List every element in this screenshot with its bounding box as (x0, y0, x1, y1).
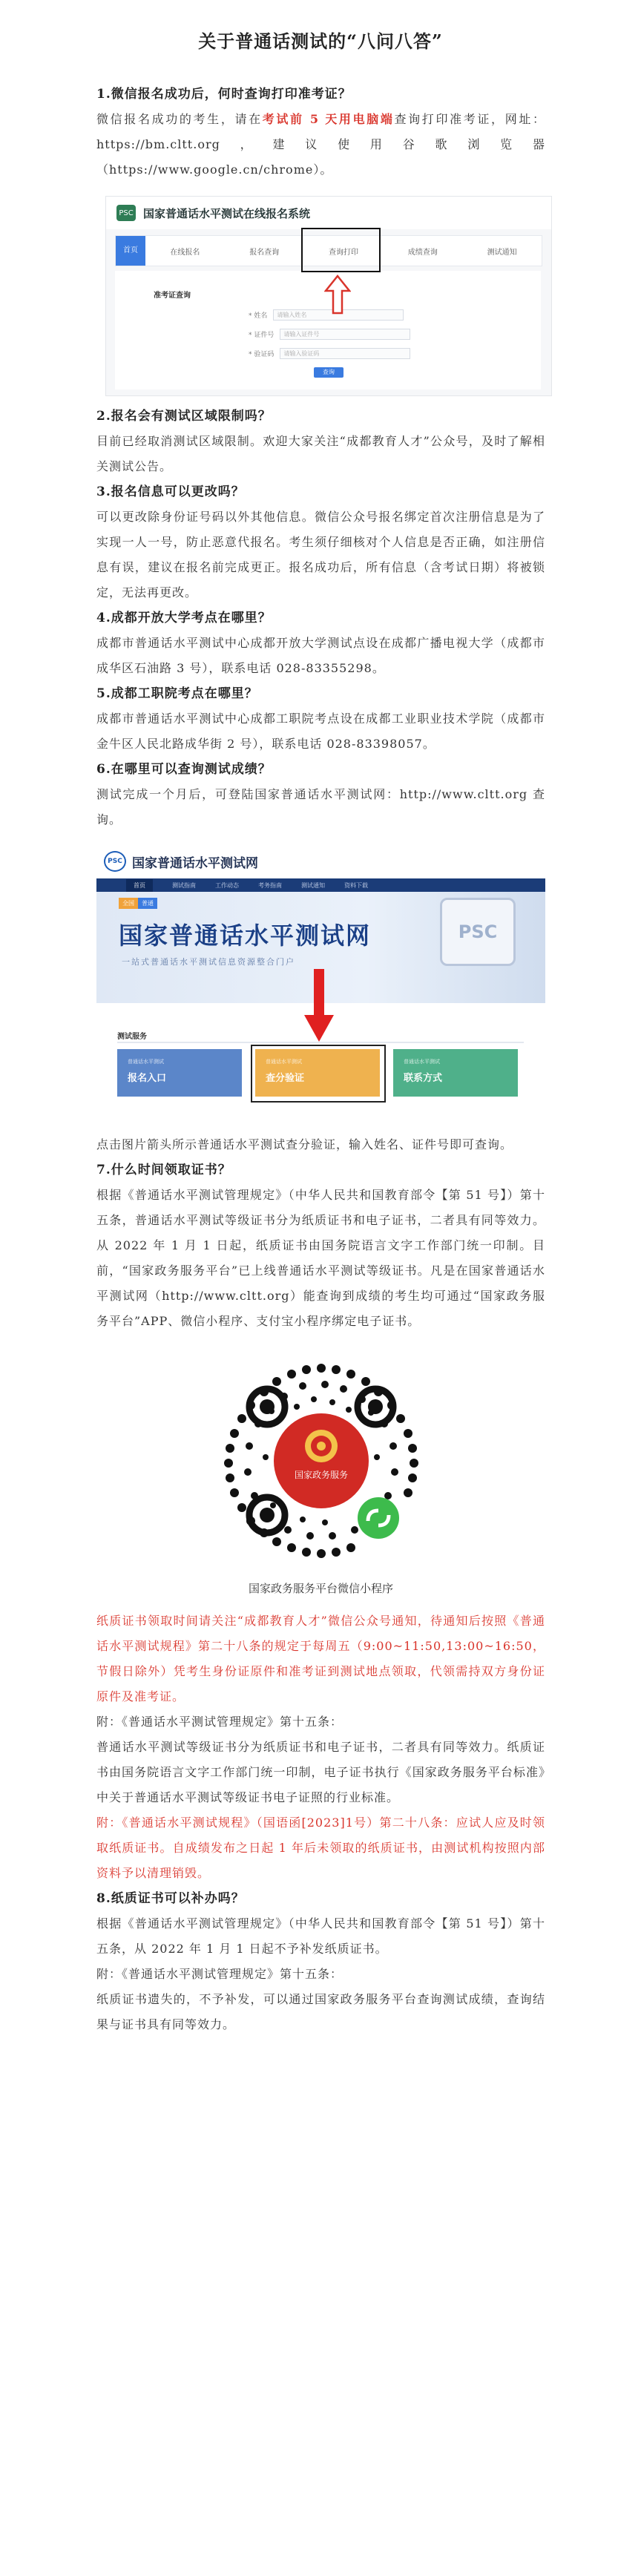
nav-item-print: 查询打印 (328, 248, 358, 257)
question-1: 1.微信报名成功后，何时查询打印准考证？ (96, 87, 352, 102)
field-label: * 验证码 (249, 351, 275, 358)
article-content (96, 82, 545, 2037)
field-row (249, 329, 410, 340)
banner-badges (119, 898, 157, 909)
question-5: 5.成都工职院考点在哪里？ (96, 686, 258, 701)
portal-nav (96, 878, 545, 892)
cltt-portal-screenshot (96, 844, 545, 1126)
question-8: 8.纸质证书可以补办吗？ (96, 1891, 245, 1906)
answer-6: 测试完成一个月后，可登陆国家普通话水平测试网：http://www.cltt.org 查询。 (96, 787, 545, 827)
query-button: 查询 (314, 367, 343, 378)
portal-nav-item: 考务指南 (258, 881, 282, 889)
note1-title: 附：《普通话水平测试管理规定》第十五条： (96, 1715, 343, 1729)
qr-caption: 国家政务服务平台微信小程序 (248, 1582, 393, 1595)
note1-body: 普通话水平测试等级证书分为纸质证书和电子证书，二者具有同等效力。纸质证书由国务院语言文字工作部门统一印制，电子证书执行《国家政务服务平台标准》中关于普通话水平测试等级证书电子证照的行业标准。 (96, 1740, 545, 1804)
portal-title: 国家普通话水平测试网 (132, 855, 258, 871)
badge: 普通 (138, 898, 157, 909)
portal-nav-item: 工作动态 (215, 881, 239, 889)
answer-1-post: 查询打印准考证，网址：https://bm.cltt.org，建议使用谷歌浏览器（https://www.google.cn/chrome）。 (96, 112, 545, 177)
badge: 全国 (119, 898, 138, 909)
portal-nav-item: 资料下载 (344, 881, 368, 889)
highlight-box (301, 228, 381, 272)
qr-code-icon (214, 1353, 429, 1568)
nav-home: 首页 (116, 236, 145, 266)
answer-2: 目前已经取消测试区域限制。欢迎大家关注“成都教育人才”公众号，及时了解相关测试公告。 (96, 434, 545, 473)
service-card-contact (393, 1049, 518, 1097)
screenshot1-header (106, 197, 551, 229)
answer-6-after: 点击图片箭头所示普通话水平测试查分验证，输入姓名、证件号即可查询。 (96, 1137, 513, 1151)
card-title: 查分验证 (266, 1073, 305, 1084)
field-label: * 证件号 (249, 332, 275, 339)
card-title: 联系方式 (404, 1073, 443, 1084)
service-section-title: 测试服务 (117, 1033, 147, 1041)
field-row (249, 348, 410, 359)
card-title: 报名入口 (128, 1073, 167, 1084)
article-title: 关于普通话测试的“八问八答” (198, 30, 443, 52)
field-box: 请输入证件号 (280, 329, 410, 340)
card-sub: 普通话水平测试 (128, 1059, 164, 1065)
banner-subtitle: 一站式普通话水平测试信息资源整合门户 (122, 957, 295, 967)
field-box: 请输入验证码 (280, 348, 410, 359)
banner-title: 国家普通话水平测试网 (119, 921, 372, 950)
system-title: 国家普通话水平测试在线报名系统 (143, 206, 311, 220)
question-6: 6.在哪里可以查询测试成绩？ (96, 762, 272, 777)
portal-header (96, 844, 545, 878)
question-2: 2.报名会有测试区域限制吗？ (96, 409, 272, 424)
portal-nav-item: 测试指南 (172, 881, 196, 889)
psc-emblem-icon: PSC (440, 898, 516, 966)
qr-code (214, 1353, 429, 1568)
portal-logo-icon: PSC (104, 851, 126, 872)
red-notice: 纸质证书领取时间请关注“成都教育人才”微信公众号通知，待通知后按照《普通话水平测试规程》第二十八条的规定于每周五（9:00~11:50,13:00~16:50，节假日除外）凭考生身份证原件和准考证到测试地点领取，代领需持双方身份证原件及准考证。 (96, 1614, 545, 1703)
up-arrow-icon (324, 275, 351, 315)
question-3: 3.报名信息可以更改吗？ (96, 484, 245, 499)
qr-center-label: 国家政务服务 (294, 1470, 348, 1480)
answer-5: 成都市普通话水平测试中心成都工职院考点设在成都工业职业技术学院（成都市金牛区人民北路成华街 2 号），联系电话 028-83398057。 (96, 712, 545, 751)
registration-system-screenshot (105, 196, 552, 396)
answer-3: 可以更改除身份证号码以外其他信息。微信公众号报名绑定首次注册信息是为了实现一人一号，防止恶意代报名。考生须仔细核对个人信息是否正确，如注册信息有误，建议在报名前完成更正。报名成功后，所有信息（含考试日期）将被锁定，无法再更改。 (96, 510, 545, 599)
question-4: 4.成都开放大学考点在哪里？ (96, 611, 272, 625)
nav-item: 在线报名 (170, 248, 200, 257)
answer-1-highlight: 考试前 5 天用电脑端 (262, 112, 395, 126)
card-sub: 普通话水平测试 (266, 1059, 302, 1065)
down-arrow-icon (304, 969, 334, 1043)
note2: 附：《普通话水平测试规程》（国语函[2023]1号）第二十八条：应试人应及时领取纸质证书。自成绩发布之日起 1 年后未领取的纸质证书，由测试机构按照内部资料予以清理销毁。 (96, 1816, 545, 1880)
nav-item: 报名查询 (249, 248, 280, 257)
answer-1-pre: 微信报名成功的考生，请在 (96, 112, 263, 126)
answer-7: 根据《普通话水平测试管理规定》（中华人民共和国教育部令【第 51 号】）第十五条，普通话水平测试等级证书分为纸质证书和电子证书，二者具有同等效力。从 2022 年 1 月 1 日起，纸质证书由国务院语言文字工作部门统一印制。目前，“国家政务服务平台”已上线普通话水平测试等级证书。凡是在国家普通话水平测试网（http://www.cltt.org）能查询到成绩的考生均可通过“国家政务服务平台”APP、微信小程序、支付宝小程序绑定电子证书。 (96, 1188, 545, 1328)
panel-title: 准考证查询 (154, 292, 191, 300)
highlight-box (251, 1045, 386, 1103)
field-label: * 姓名 (249, 312, 268, 320)
note3-body: 纸质证书遗失的，不予补发，可以通过国家政务服务平台查询测试成绩，查询结果与证书具有同等效力。 (96, 1992, 545, 2031)
nav-item: 成绩查询 (407, 248, 438, 257)
field-box: 请输入姓名 (273, 309, 404, 321)
answer-8: 根据《普通话水平测试管理规定》（中华人民共和国教育部令【第 51 号】）第十五条，从 2022 年 1 月 1 日起不予补发纸质证书。 (96, 1916, 545, 1956)
portal-nav-item: 测试通知 (301, 881, 325, 889)
psc-logo-icon: PSC (116, 205, 136, 221)
portal-nav-item: 首页 (126, 879, 153, 892)
answer-4: 成都市普通话水平测试中心成都开放大学测试点设在成都广播电视大学（成都市成华区石油路 3 号），联系电话 028-83355298。 (96, 636, 545, 675)
question-7: 7.什么时间领取证书？ (96, 1163, 231, 1177)
service-card-register (117, 1049, 242, 1097)
card-sub: 普通话水平测试 (404, 1059, 440, 1065)
nav-item: 测试通知 (487, 248, 517, 257)
note3-title: 附：《普通话水平测试管理规定》第十五条： (96, 1967, 343, 1981)
answer-1 (96, 107, 545, 183)
